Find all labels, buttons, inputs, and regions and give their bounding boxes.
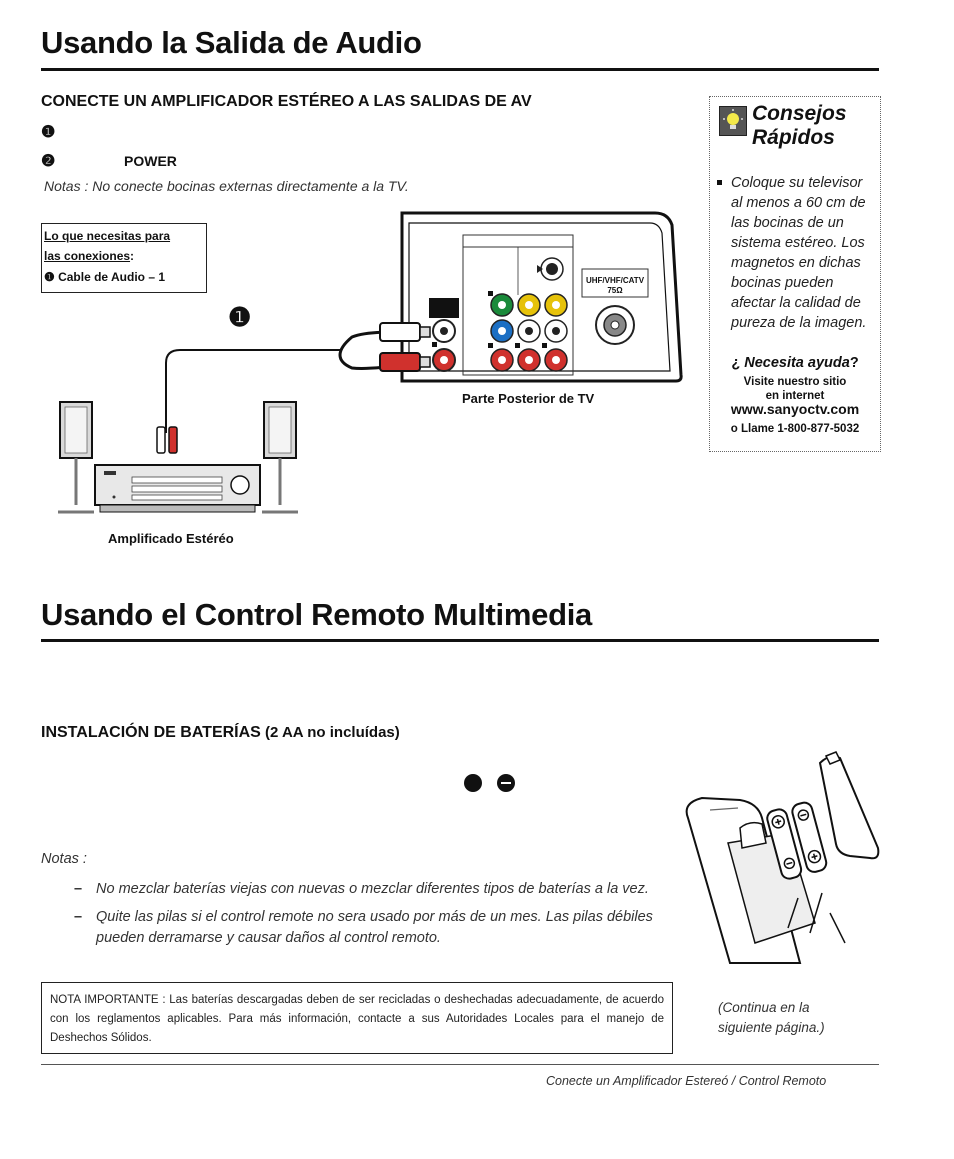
title-rule: [41, 68, 879, 71]
tv-caption: Parte Posterior de TV: [462, 391, 595, 406]
tips-title: [752, 102, 847, 150]
step-2-marker: ❷: [41, 153, 56, 170]
help-prefix: ¿: [731, 355, 745, 371]
right-speaker: [262, 402, 298, 512]
lightbulb-icon: [719, 106, 747, 136]
notes-list: [74, 879, 678, 949]
battery-heading: [41, 724, 400, 742]
needs-heading-2: las conexiones: [44, 249, 131, 263]
page-title: Usando la Salida de Audio: [41, 25, 422, 60]
visit-line1: Visite nuestro sitio: [743, 376, 847, 388]
tips-bullet: Coloque su televisor al menos a 60 cm de las bocinas de un sistema estéreo. Los magnetos en dichas bocinas pueden afectar la calidad de pureza de la imagen.: [731, 175, 867, 331]
bullet-square-icon: [717, 180, 722, 185]
antenna-label: [585, 276, 645, 296]
step-2-text: POWER: [124, 153, 177, 169]
section2-title: Usando el Control Remoto Multimedia: [41, 597, 592, 632]
help-line: [710, 355, 880, 371]
footer-rule: [41, 1064, 879, 1065]
continue-note: (Continua en la siguiente página.): [718, 1000, 825, 1035]
needs-heading-1: Lo que necesitas para: [44, 229, 171, 243]
important-note: NOTA IMPORTANTE : Las baterías descargadas deben de ser recicladas o deshechadas adecuadamente, de acuerdo con los reglamentos aplicables. Para más información, contacte a sus Autoridades Locales para el manejo de Deshechos Sólidos.: [41, 982, 673, 1054]
help-suffix: ?: [849, 355, 859, 371]
connection-diagram: [40, 205, 690, 525]
help-italic: Necesita ayuda: [744, 355, 850, 371]
tips-title-line2: Rápidos: [752, 126, 835, 149]
note-item: [74, 907, 678, 949]
remote-battery-illustration: [680, 748, 880, 968]
footer-text: Conecte un Amplificador Estereó / Control Remoto: [546, 1074, 827, 1088]
website-link[interactable]: www.sanyoctv.com: [730, 401, 860, 417]
amp-caption: Amplificado Estéréo: [108, 531, 234, 546]
section2-rule: [41, 639, 879, 642]
minus-polarity-icon: [497, 774, 515, 792]
battery-heading-main: INSTALACIÓN DE BATERÍAS: [41, 724, 261, 741]
needs-item: ❶ Cable de Audio – 1: [44, 270, 166, 284]
note-item-text: Quite las pilas si el control remote no sera usado por más de un mes. Las pilas débiles pueden derramarse y causar daños al control remoto.: [96, 909, 653, 946]
needs-colon: :: [130, 249, 135, 263]
notes-label: Notas :: [41, 851, 87, 867]
tips-title-line1: Consejos: [752, 102, 847, 125]
section-subtitle: CONECTE UN AMPLIFICADOR ESTÉREO A LAS SALIDAS DE AV: [41, 93, 532, 110]
left-speaker: [58, 402, 94, 512]
antenna-label-line2: 75Ω: [607, 286, 623, 295]
visit-text: [710, 375, 880, 403]
tips-box: [709, 96, 881, 452]
step-1-marker: ❶: [41, 124, 56, 141]
note-item: [74, 879, 678, 900]
note-dash: –: [74, 881, 83, 897]
battery-heading-sub: (2 AA no incluídas): [260, 724, 400, 741]
diagram-step-marker: ❶: [228, 302, 252, 332]
visit-line2: en internet: [765, 390, 825, 402]
plus-polarity-icon: [464, 774, 482, 792]
stereo-amplifier: [95, 465, 260, 512]
note-dash: –: [74, 909, 83, 925]
note-item-text: No mezclar baterías viejas con nuevas o mezclar diferentes tipos de baterías a la vez.: [96, 881, 649, 897]
section-notes: Notas : No conecte bocinas externas directamente a la TV.: [44, 178, 409, 194]
antenna-label-line1: UHF/VHF/CATV: [585, 276, 645, 285]
phone-number: o Llame 1-800-877-5032: [730, 423, 860, 435]
tv-back-panel: [402, 213, 681, 381]
